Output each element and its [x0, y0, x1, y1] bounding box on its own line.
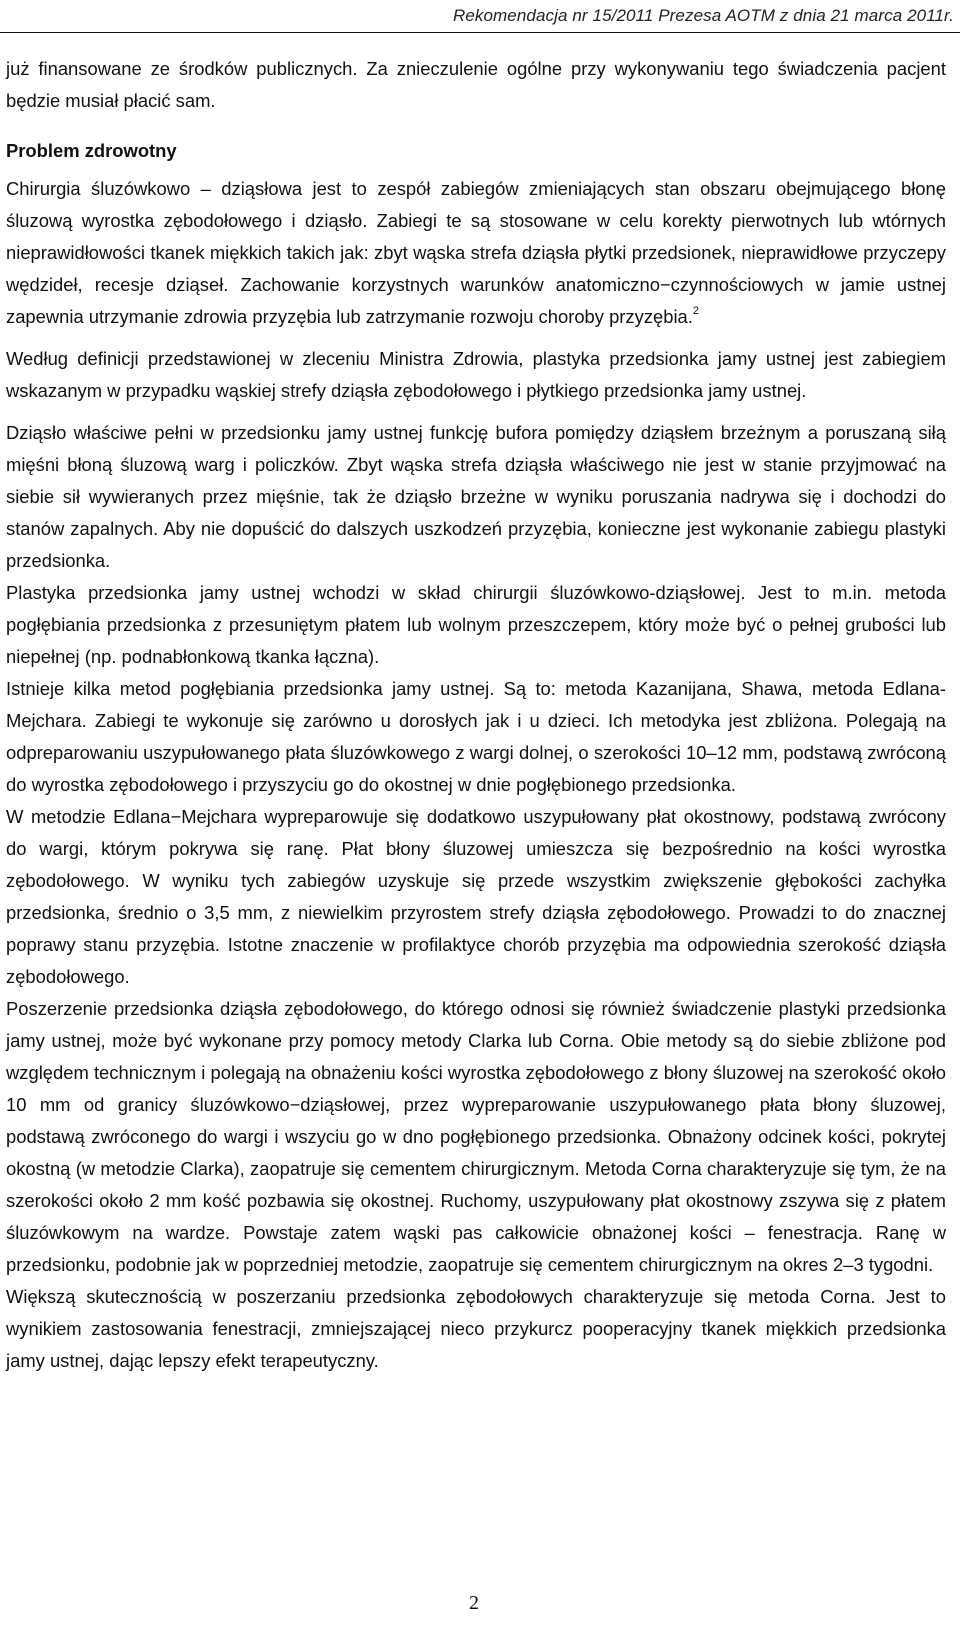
section-heading: Problem zdrowotny	[6, 140, 177, 161]
document-body	[6, 53, 946, 1377]
paragraph-conclusion: Większą skutecznością w poszerzaniu przedsionka zębodołowych charakteryzuje się metoda Corna. Jest to wynikiem zastosowania fenestracji, zmniejszającej nieco przykurcz pooperacyjny tkanek miękkich przedsionka jamy ustnej, dając lepszy efekt terapeutyczny.	[6, 1286, 946, 1371]
paragraph-ministry-definition: Według definicji przedstawionej w zleceniu Ministra Zdrowia, plastyka przedsionka jamy ustnej jest zabiegiem wskazanym w przypadku wąskiej strefy dziąsła zębodołowego i płytkiego przedsionka jamy ustnej.	[6, 348, 946, 401]
paragraph-definition	[6, 173, 946, 333]
paragraph-clark-corn: Poszerzenie przedsionka dziąsła zębodołowego, do którego odnosi się również świadczenie plastyki przedsionka jamy ustnej, może być wykonane przy pomocy metody Clarka lub Corna. Obie metody są do siebie zbliżone pod względem technicznym i polegają na obnażeniu kości wyrostka zębodołowego z błony śluzowej na szerokość około 10 mm od granicy śluzówkowo−dziąsłowej, przez wypreparowanie uszypułowanego płata błony śluzowej, podstawą zwróconego do wargi i wszyciu go w dno pogłębionego przedsionka. Obnażony odcinek kości, pokrytej okostną (w metodzie Clarka), zaopatruje się cementem chirurgicznym. Metoda Corna charakteryzuje się tym, że na szerokości około 2 mm kość pozbawia się okostnej. Ruchomy, uszypułowany płat okostnowy zszywa się z płatem śluzówkowym na wardze. Powstaje zatem wąski pas całkowicie obnażonej kości – fenestracja. Ranę w przedsionku, podobnie jak w poprzedniej metodzie, zaopatruje się cementem chirurgicznym na okres 2–3 tygodni.	[6, 998, 946, 1275]
paragraph-methods: Istnieje kilka metod pogłębiania przedsionka jamy ustnej. Są to: metoda Kazanijana, Shawa, metoda Edlana-Mejchara. Zabiegi te wykonuje się zarówno u dorosłych jak i u dzieci. Ich metodyka jest zbliżona. Polegają na odpreparowaniu uszypułowanego płata śluzówkowego z wargi dolnej, o szerokości 10–12 mm, podstawą zwróconą do wyrostka zębodołowego i przyszyciu go do okostnej w dnie pogłębionego przedsionka.	[6, 678, 946, 795]
paragraph-definition-text: Chirurgia śluzówkowo – dziąsłowa jest to zespół zabiegów zmieniających stan obszaru obejmującego błonę śluzową wyrostka zębodołowego i dziąsło. Zabiegi te są stosowane w celu korekty pierwotnych lub wtórnych nieprawidłowości tkanek miękkich takich jak: zbyt wąska strefa dziąsła płytki przedsionek, nieprawidłowe przyczepy wędzideł, recesje dziąseł. Zachowanie korzystnych warunków anatomiczno−czynnościowych w jamie ustnej zapewnia utrzymanie zdrowia przyzębia lub zatrzymanie rozwoju choroby przyzębia.	[6, 178, 946, 327]
footnote-marker: 2	[692, 305, 700, 317]
paragraph-gingiva-function: Dziąsło właściwe pełni w przedsionku jamy ustnej funkcję bufora pomiędzy dziąsłem brzeżnym a poruszaną siłą mięśni błoną śluzową warg i policzków. Zbyt wąska strefa dziąsła właściwego nie jest w stanie przyjmować na siebie sił wywieranych przez mięśnie, tak że dziąsło brzeżne w wyniku poruszania nadrywa się i dochodzi do stanów zapalnych. Aby nie dopuścić do dalszych uszkodzeń przyzębia, konieczne jest wykonanie zabiegu plastyki przedsionka.	[6, 422, 946, 571]
paragraph-edlan-mejchar: W metodzie Edlana−Mejchara wypreparowuje się dodatkowo uszypułowany płat okostnowy, podstawą zwrócony do wargi, którym pokrywa się ranę. Płat błony śluzowej umieszcza się bezpośrednio na kości wyrostka zębodołowego. W wyniku tych zabiegów uzyskuje się przede wszystkim zwiększenie głębokości zachyłka przedsionka, średnio o 3,5 mm, z niewielkim przyrostem strefy dziąsła zębodołowego. Prowadzi to do znacznej poprawy stanu przyzębia. Istotne znaczenie w profilaktyce chorób przyzębia ma odpowiednia szerokość dziąsła zębodołowego.	[6, 806, 946, 987]
paragraph-vestibuloplasty: Plastyka przedsionka jamy ustnej wchodzi w skład chirurgii śluzówkowo-dziąsłowej. Jest to m.in. metoda pogłębiania przedsionka z przesuniętym płatem lub wolnym przeszczepem, który może być o pełnej grubości lub niepełnej (np. podnabłonkową tkanka łączna).	[6, 582, 946, 667]
document-header: Rekomendacja nr 15/2011 Prezesa AOTM z dnia 21 marca 2011r.	[452, 6, 954, 25]
intro-paragraph: już finansowane ze środków publicznych. Za znieczulenie ogólne przy wykonywaniu tego świadczenia pacjent będzie musiał płacić sam.	[6, 58, 946, 111]
page-number: 2	[469, 1592, 479, 1614]
header-divider	[0, 32, 960, 33]
